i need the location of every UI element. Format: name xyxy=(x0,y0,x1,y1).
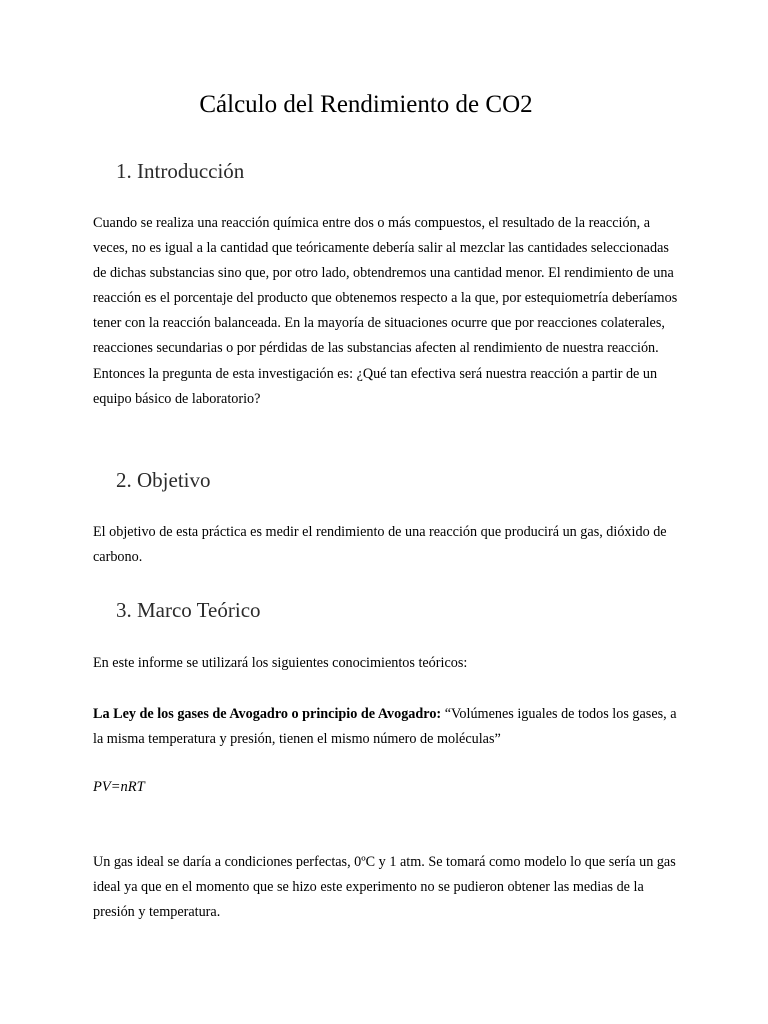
paragraph-introduccion: Cuando se realiza una reacción química entre dos o más compuestos, el resultado de la reacción, a veces, no es igual a la cantidad que teóricamente debería salir al mezclar las cantidades seleccionadas de dichas substancias sino que, por otro lado, obtendremos una cantidad menor. El rendimiento de una reacción es el porcentaje del producto que obtenemos respecto a la que, por estequiometría deberíamos tener con la reacción balanceada. En la mayoría de situaciones ocurre que por reacciones colaterales, reacciones secundarias o por pérdidas de las substancias afecten al rendimiento de nuestra reacción. Entonces la pregunta de esta investigación es: ¿Qué tan efectiva será nuestra reacción a partir de un equipo básico de laboratorio? xyxy=(93,215,678,407)
heading-introduccion: 1. Introducción xyxy=(116,159,245,183)
paragraph-ideal-gas: Un gas ideal se daría a condiciones perfectas, 0ºC y 1 atm. Se tomará como modelo lo que sería un gas ideal ya que en el momento que se hizo este experimento no se pudieron obtener las medias de la presión y temperatura. xyxy=(93,854,676,921)
heading-marco-teorico: 3. Marco Teórico xyxy=(116,598,261,622)
heading-objetivo: 2. Objetivo xyxy=(116,468,211,492)
paragraph-objetivo: El objetivo de esta práctica es medir el rendimiento de una reacción que producirá un gas, dióxido de carbono. xyxy=(93,524,667,566)
avogadro-law-text: “Volúmenes iguales de todos los gases, a la misma temperatura y presión, tienen el mismo número de moléculas” xyxy=(93,706,677,748)
ideal-gas-formula: PV=nRT xyxy=(93,779,145,795)
paragraph-marco-intro: En este informe se utilizará los siguientes conocimientos teóricos: xyxy=(93,655,468,671)
avogadro-law-name: La Ley de los gases de Avogadro o principio de Avogadro: xyxy=(93,706,442,722)
document-title: Cálculo del Rendimiento de CO2 xyxy=(199,91,533,118)
paragraph-avogadro-law xyxy=(93,702,683,752)
